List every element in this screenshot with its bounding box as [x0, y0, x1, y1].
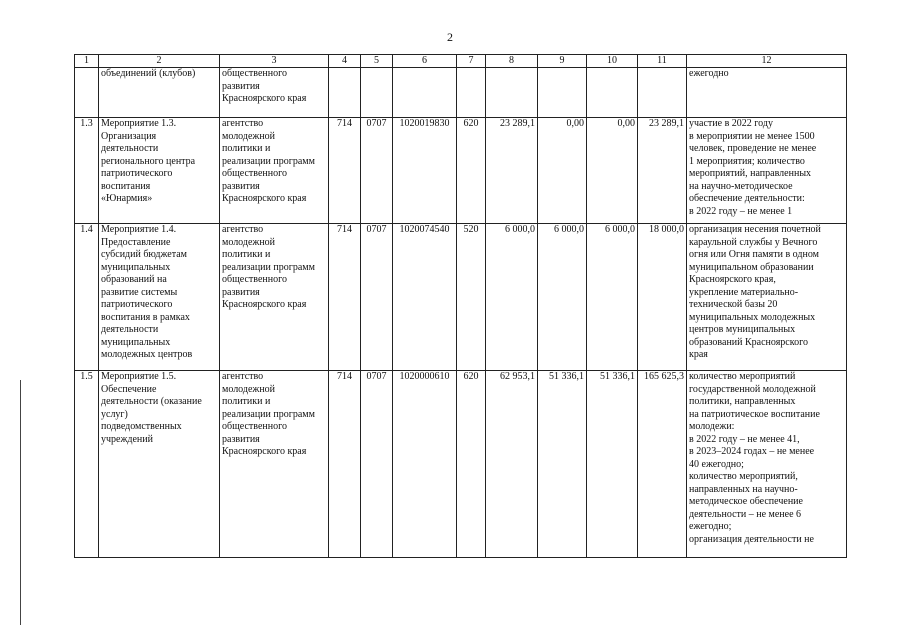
column-number: 5	[361, 55, 393, 68]
column-number: 4	[329, 55, 361, 68]
column-number: 3	[220, 55, 329, 68]
column-number: 10	[587, 55, 638, 68]
amount-total: 18 000,0	[638, 224, 687, 371]
amount-2024	[587, 68, 638, 118]
column-number: 11	[638, 55, 687, 68]
activity-name: Мероприятие 1.3. Организация деятельности регионального центра патриотического воспитания «Юнармия»	[99, 118, 220, 224]
column-number: 7	[457, 55, 486, 68]
row-number: 1.3	[75, 118, 99, 224]
rzpr-code: 0707	[361, 224, 393, 371]
column-number: 2	[99, 55, 220, 68]
expected-result: количество мероприятий государственной молодежной политики, направленных на патриотическое воспитание молодежи: в 2022 году – не менее 41, в 2023–2024 годах – не менее 40 ежегодно; количество мероприятий, направленных на научно- методическое обеспечение деятельности – не менее 6 ежегодно; организация деятельности не	[687, 371, 847, 558]
vr-code: 620	[457, 118, 486, 224]
amount-2023: 0,00	[538, 118, 587, 224]
vr-code: 620	[457, 371, 486, 558]
executor: общественного развития Красноярского края	[220, 68, 329, 118]
row-number: 1.4	[75, 224, 99, 371]
activity-name: объединений (клубов)	[99, 68, 220, 118]
vr-code: 520	[457, 224, 486, 371]
csr-code	[393, 68, 457, 118]
column-number: 6	[393, 55, 457, 68]
activity-name: Мероприятие 1.4. Предоставление субсидий бюджетам муниципальных образований на развитие системы патриотического воспитания в рамках деятельности муниципальных молодежных центров	[99, 224, 220, 371]
csr-code: 1020019830	[393, 118, 457, 224]
column-number: 12	[687, 55, 847, 68]
amount-2024: 6 000,0	[587, 224, 638, 371]
executor: агентство молодежной политики и реализации программ общественного развития Красноярского края	[220, 371, 329, 558]
column-number: 1	[75, 55, 99, 68]
column-number: 9	[538, 55, 587, 68]
executor: агентство молодежной политики и реализации программ общественного развития Красноярского края	[220, 224, 329, 371]
page-number: 2	[447, 30, 453, 44]
grbs-code: 714	[329, 118, 361, 224]
amount-2023: 6 000,0	[538, 224, 587, 371]
amount-total: 165 625,3	[638, 371, 687, 558]
table-row	[75, 68, 847, 118]
expected-result: участие в 2022 году в мероприятии не менее 1500 человек, проведение не менее 1 мероприятия; количество мероприятий, направленных на научно-методическое обеспечение деятельности: в 2022 году – не менее 1	[687, 118, 847, 224]
table-row	[75, 118, 847, 224]
scan-artifact-line	[20, 380, 21, 625]
amount-2024: 0,00	[587, 118, 638, 224]
amount-total	[638, 68, 687, 118]
row-number: 1.5	[75, 371, 99, 558]
csr-code: 1020000610	[393, 371, 457, 558]
grbs-code	[329, 68, 361, 118]
expected-result: организация несения почетной караульной службы у Вечного огня или Огня памяти в одном муниципальном образовании Красноярского края, укрепление материально- технической базы 20 муниципальных молодежных центров муниципальных образований Красноярского края	[687, 224, 847, 371]
amount-2023: 51 336,1	[538, 371, 587, 558]
table-row	[75, 224, 847, 371]
rzpr-code: 0707	[361, 118, 393, 224]
rzpr-code	[361, 68, 393, 118]
program-activities-table	[74, 54, 847, 558]
executor: агентство молодежной политики и реализации программ общественного развития Красноярского края	[220, 118, 329, 224]
amount-2022: 6 000,0	[486, 224, 538, 371]
table-header-row	[75, 55, 847, 68]
amount-total: 23 289,1	[638, 118, 687, 224]
activity-name: Мероприятие 1.5. Обеспечение деятельности (оказание услуг) подведомственных учреждений	[99, 371, 220, 558]
grbs-code: 714	[329, 224, 361, 371]
row-number	[75, 68, 99, 118]
amount-2023	[538, 68, 587, 118]
grbs-code: 714	[329, 371, 361, 558]
amount-2024: 51 336,1	[587, 371, 638, 558]
column-number: 8	[486, 55, 538, 68]
table-row	[75, 371, 847, 558]
rzpr-code: 0707	[361, 371, 393, 558]
amount-2022: 62 953,1	[486, 371, 538, 558]
expected-result: ежегодно	[687, 68, 847, 118]
vr-code	[457, 68, 486, 118]
csr-code: 1020074540	[393, 224, 457, 371]
amount-2022: 23 289,1	[486, 118, 538, 224]
amount-2022	[486, 68, 538, 118]
